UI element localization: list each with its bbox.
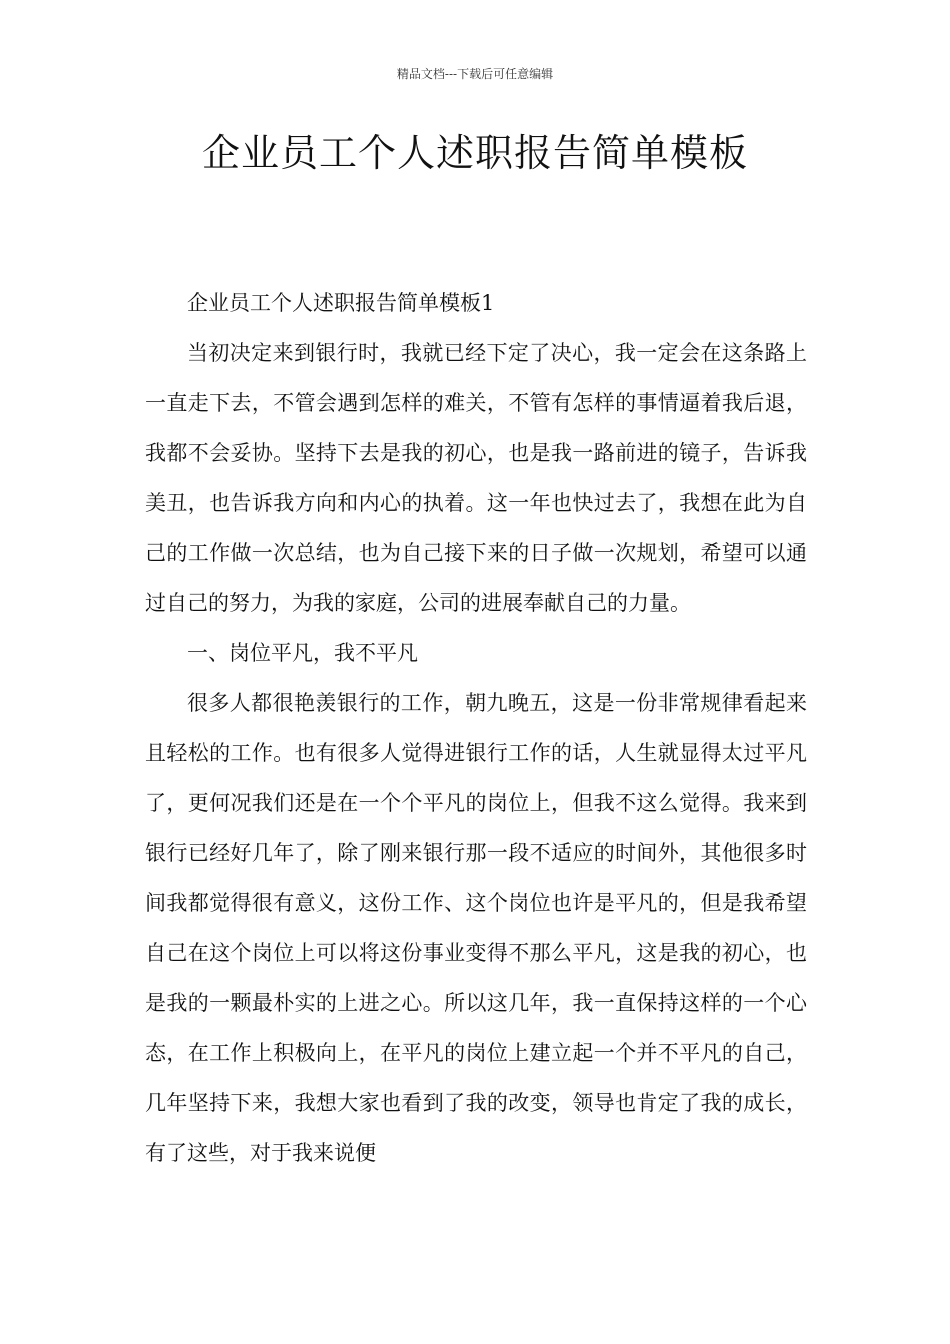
paragraph-intro: 当初决定来到银行时，我就已经下定了决心，我一定会在这条路上一直走下去，不管会遇到怎样的难关，不管有怎样的事情逼着我后退，我都不会妥协。坚持下去是我的初心，也是我一路前进的镜子，告诉我美丑，也告诉我方向和内心的执着。这一年也快过去了，我想在此为自己的工作做一次总结，也为自己接下来的日子做一次规划，希望可以通过自己的努力，为我的家庭，公司的进展奉献自己的力量。 [145, 341, 807, 615]
header-note: 精品文档---下载后可任意编辑 [396, 67, 554, 81]
section-heading-template-1: 企业员工个人述职报告简单模板1 [187, 291, 495, 315]
paragraph-section-1: 很多人都很艳羡银行的工作，朝九晚五，这是一份非常规律看起来且轻松的工作。也有很多人觉得进银行工作的话，人生就显得太过平凡了，更何况我们还是在一个个平凡的岗位上，但我不这么觉得。我来到银行已经好几年了，除了刚来银行那一段不适应的时间外，其他很多时间我都觉得很有意义，这份工作、这个岗位也许是平凡的，但是我希望自己在这个岗位上可以将这份事业变得不那么平凡，这是我的初心，也是我的一颗最朴实的上进之心。所以这几年，我一直保持这样的一个心态，在工作上积极向上，在平凡的岗位上建立起一个并不平凡的自己，几年坚持下来，我想大家也看到了我的改变，领导也肯定了我的成长，有了这些，对于我来说便 [145, 691, 807, 1165]
document-body [145, 278, 807, 1178]
document-title: 企业员工个人述职报告简单模板 [201, 131, 748, 175]
section-heading-1: 一、岗位平凡，我不平凡 [187, 641, 418, 665]
